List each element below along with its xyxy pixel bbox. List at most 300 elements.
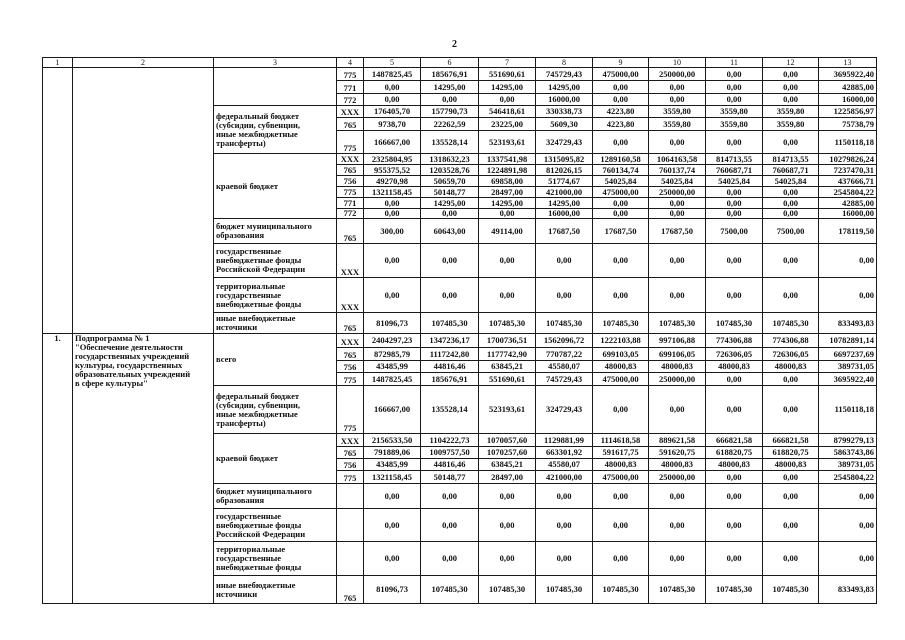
year-value: 166667,00 <box>364 386 421 434</box>
year-value: 0,00 <box>479 542 536 576</box>
total-value: 6697237,69 <box>819 348 877 361</box>
budget-code: 756 <box>337 361 364 373</box>
year-value: 0,00 <box>593 386 649 434</box>
funding-source-label: иные внебюджетные источники <box>214 313 337 334</box>
year-value: 0,00 <box>479 94 536 106</box>
year-value: 0,00 <box>763 209 819 219</box>
year-value: 3559,80 <box>763 106 819 118</box>
section-number: 1. <box>43 334 73 604</box>
budget-code: 765 <box>337 118 364 131</box>
year-value: 0,00 <box>706 509 763 542</box>
year-value: 745729,43 <box>536 373 593 386</box>
year-value: 1203528,76 <box>421 165 479 176</box>
year-value: 16000,00 <box>536 209 593 219</box>
year-value: 0,00 <box>593 81 649 94</box>
budget-code: XXX <box>337 244 364 278</box>
year-value: 5609,30 <box>536 118 593 131</box>
total-value: 2545804,22 <box>819 471 877 484</box>
year-value: 591620,75 <box>649 447 706 459</box>
column-header-11: 11 <box>706 58 763 68</box>
year-value: 0,00 <box>649 542 706 576</box>
total-value: 0,00 <box>819 244 877 278</box>
year-value: 48000,83 <box>763 361 819 373</box>
year-value: 176405,70 <box>364 106 421 118</box>
column-header-2: 2 <box>73 58 214 68</box>
total-value: 8799279,13 <box>819 434 877 447</box>
year-value: 107485,30 <box>706 313 763 334</box>
year-value: 0,00 <box>364 198 421 209</box>
budget-code: 775 <box>337 187 364 198</box>
budget-code: 772 <box>337 209 364 219</box>
year-value: 0,00 <box>763 198 819 209</box>
budget-code: 771 <box>337 198 364 209</box>
total-value: 7237470,31 <box>819 165 877 176</box>
year-value: 16000,00 <box>536 94 593 106</box>
year-value: 157790,73 <box>421 106 479 118</box>
budget-code: 765 <box>337 447 364 459</box>
year-value: 1321158,45 <box>364 471 421 484</box>
year-value: 1347236,17 <box>421 334 479 348</box>
year-value: 14295,00 <box>536 198 593 209</box>
year-value: 699106,05 <box>649 348 706 361</box>
year-value: 0,00 <box>649 386 706 434</box>
year-value: 0,00 <box>421 244 479 278</box>
column-header-6: 6 <box>421 58 479 68</box>
funding-source-label: федеральный бюджет (субсидии, субвенции, иные межбюджетные трансферты) <box>214 386 337 434</box>
budget-code: 756 <box>337 459 364 471</box>
year-value: 0,00 <box>649 81 706 94</box>
column-header-7: 7 <box>479 58 536 68</box>
year-value: 791889,06 <box>364 447 421 459</box>
year-value: 0,00 <box>536 484 593 509</box>
year-value: 726306,05 <box>763 348 819 361</box>
column-header-8: 8 <box>536 58 593 68</box>
year-value: 14295,00 <box>421 81 479 94</box>
year-value: 997106,88 <box>649 334 706 348</box>
year-value: 666821,58 <box>763 434 819 447</box>
total-value: 5863743,86 <box>819 447 877 459</box>
budget-code: 775 <box>337 471 364 484</box>
year-value: 0,00 <box>421 542 479 576</box>
budget-code: 775 <box>337 386 364 434</box>
year-value: 7500,00 <box>706 219 763 244</box>
column-header-13: 13 <box>819 58 877 68</box>
year-value: 0,00 <box>763 244 819 278</box>
year-value: 770787,22 <box>536 348 593 361</box>
year-value: 107485,30 <box>706 576 763 604</box>
total-value: 437666,71 <box>819 176 877 187</box>
column-header-10: 10 <box>649 58 706 68</box>
year-value: 14295,00 <box>536 81 593 94</box>
year-value: 1562096,72 <box>536 334 593 348</box>
year-value: 4223,80 <box>593 106 649 118</box>
year-value: 814713,55 <box>763 154 819 165</box>
funding-source-label: иные внебюджетные источники <box>214 576 337 604</box>
year-value: 107485,30 <box>479 576 536 604</box>
year-value: 1700736,51 <box>479 334 536 348</box>
total-value: 2545804,22 <box>819 187 877 198</box>
year-value: 107485,30 <box>763 576 819 604</box>
column-header-12: 12 <box>763 58 819 68</box>
table-row <box>43 334 877 348</box>
budget-code: 765 <box>337 313 364 334</box>
year-value: 889621,58 <box>649 434 706 447</box>
year-value: 185676,91 <box>421 373 479 386</box>
total-value: 0,00 <box>819 484 877 509</box>
column-header-4: 4 <box>337 58 364 68</box>
year-value: 546418,61 <box>479 106 536 118</box>
year-value: 0,00 <box>479 244 536 278</box>
year-value: 0,00 <box>364 484 421 509</box>
year-value: 0,00 <box>706 187 763 198</box>
total-value: 0,00 <box>819 278 877 313</box>
budget-code: 765 <box>337 348 364 361</box>
funding-source-label <box>214 68 337 106</box>
year-value: 17687,50 <box>593 219 649 244</box>
year-value: 48000,83 <box>706 361 763 373</box>
year-value: 591617,75 <box>593 447 649 459</box>
year-value: 812026,15 <box>536 165 593 176</box>
column-number-row <box>43 58 877 68</box>
year-value: 250000,00 <box>649 471 706 484</box>
year-value: 0,00 <box>649 509 706 542</box>
year-value: 2404297,23 <box>364 334 421 348</box>
year-value: 0,00 <box>649 94 706 106</box>
total-value: 1150118,18 <box>819 131 877 154</box>
year-value: 0,00 <box>593 509 649 542</box>
budget-code: XXX <box>337 434 364 447</box>
year-value: 324729,43 <box>536 131 593 154</box>
year-value: 45580,07 <box>536 459 593 471</box>
year-value: 1224891,98 <box>479 165 536 176</box>
year-value: 1487825,45 <box>364 68 421 81</box>
year-value: 324729,43 <box>536 386 593 434</box>
year-value: 48000,83 <box>593 361 649 373</box>
total-value: 10279826,24 <box>819 154 877 165</box>
year-value: 0,00 <box>593 484 649 509</box>
year-value: 0,00 <box>364 278 421 313</box>
year-value: 45580,07 <box>536 361 593 373</box>
year-value: 0,00 <box>593 198 649 209</box>
year-value: 51774,67 <box>536 176 593 187</box>
year-value: 774306,88 <box>763 334 819 348</box>
section-title: Подпрограмма № 1 "Обеспечение деятельности государственных учреждений культуры, государственных образовательных учреждений в сфере культуры" <box>73 334 214 604</box>
year-value: 250000,00 <box>649 187 706 198</box>
year-value: 28497,00 <box>479 187 536 198</box>
year-value: 0,00 <box>706 542 763 576</box>
year-value: 0,00 <box>593 209 649 219</box>
year-value: 330338,73 <box>536 106 593 118</box>
year-value: 0,00 <box>536 244 593 278</box>
budget-code: 775 <box>337 68 364 81</box>
year-value: 760137,74 <box>649 165 706 176</box>
year-value: 760687,71 <box>763 165 819 176</box>
year-value: 1289160,58 <box>593 154 649 165</box>
year-value: 7500,00 <box>763 219 819 244</box>
year-value: 1315095,82 <box>536 154 593 165</box>
budget-code: XXX <box>337 154 364 165</box>
year-value: 618820,75 <box>763 447 819 459</box>
total-value: 10782891,14 <box>819 334 877 348</box>
year-value: 475000,00 <box>593 471 649 484</box>
year-value: 1487825,45 <box>364 373 421 386</box>
year-value: 0,00 <box>649 209 706 219</box>
year-value: 0,00 <box>706 68 763 81</box>
year-value: 1117242,80 <box>421 348 479 361</box>
year-value: 0,00 <box>706 209 763 219</box>
year-value: 0,00 <box>763 484 819 509</box>
year-value: 43485,99 <box>364 361 421 373</box>
year-value: 63845,21 <box>479 459 536 471</box>
total-value: 3695922,40 <box>819 373 877 386</box>
year-value: 0,00 <box>479 509 536 542</box>
year-value: 14295,00 <box>479 198 536 209</box>
year-value: 1129881,99 <box>536 434 593 447</box>
year-value: 14295,00 <box>479 81 536 94</box>
funding-source-label: краевой бюджет <box>214 434 337 484</box>
year-value: 69858,00 <box>479 176 536 187</box>
year-value: 760687,71 <box>706 165 763 176</box>
budget-code: 772 <box>337 94 364 106</box>
year-value: 250000,00 <box>649 373 706 386</box>
funding-source-label: краевой бюджет <box>214 154 337 219</box>
budget-code: XXX <box>337 106 364 118</box>
budget-code: 775 <box>337 373 364 386</box>
total-value: 3695922,40 <box>819 68 877 81</box>
year-value: 0,00 <box>706 81 763 94</box>
funding-source-label: государственные внебюджетные фонды Российской Федерации <box>214 244 337 278</box>
year-value: 0,00 <box>763 278 819 313</box>
year-value: 48000,83 <box>649 361 706 373</box>
year-value: 699103,05 <box>593 348 649 361</box>
year-value: 43485,99 <box>364 459 421 471</box>
year-value: 135528,14 <box>421 131 479 154</box>
total-value: 389731,05 <box>819 459 877 471</box>
year-value: 3559,80 <box>706 106 763 118</box>
year-value: 48000,83 <box>763 459 819 471</box>
year-value: 81096,73 <box>364 313 421 334</box>
year-value: 3559,80 <box>649 106 706 118</box>
total-value: 0,00 <box>819 542 877 576</box>
year-value: 0,00 <box>364 509 421 542</box>
year-value: 0,00 <box>421 209 479 219</box>
year-value: 3559,80 <box>649 118 706 131</box>
year-value: 0,00 <box>706 484 763 509</box>
year-value: 0,00 <box>421 484 479 509</box>
funding-source-label: бюджет муниципального образования <box>214 219 337 244</box>
year-value: 0,00 <box>593 94 649 106</box>
year-value: 523193,61 <box>479 131 536 154</box>
year-value: 107485,30 <box>763 313 819 334</box>
page-number: 2 <box>452 39 457 50</box>
year-value: 48000,83 <box>649 459 706 471</box>
year-value: 0,00 <box>763 187 819 198</box>
year-value: 44816,46 <box>421 459 479 471</box>
year-value: 1337541,98 <box>479 154 536 165</box>
year-value: 54025,84 <box>593 176 649 187</box>
table-body <box>43 68 877 604</box>
year-value: 50148,77 <box>421 187 479 198</box>
year-value: 48000,83 <box>706 459 763 471</box>
year-value: 475000,00 <box>593 373 649 386</box>
total-value: 42885,00 <box>819 198 877 209</box>
budget-code: XXX <box>337 334 364 348</box>
year-value: 814713,55 <box>706 154 763 165</box>
budget-code: 771 <box>337 81 364 94</box>
total-value: 75738,79 <box>819 118 877 131</box>
year-value: 663301,92 <box>536 447 593 459</box>
budget-code <box>337 542 364 576</box>
year-value: 0,00 <box>706 131 763 154</box>
year-value: 0,00 <box>763 509 819 542</box>
year-value: 0,00 <box>763 68 819 81</box>
year-value: 1104222,73 <box>421 434 479 447</box>
year-value: 4223,80 <box>593 118 649 131</box>
year-value: 22262,59 <box>421 118 479 131</box>
year-value: 551690,61 <box>479 373 536 386</box>
column-header-3: 3 <box>214 58 337 68</box>
year-value: 872985,79 <box>364 348 421 361</box>
budget-code <box>337 484 364 509</box>
year-value: 54025,84 <box>706 176 763 187</box>
year-value: 618820,75 <box>706 447 763 459</box>
funding-source-label: территориальные государственные внебюджетные фонды <box>214 542 337 576</box>
year-value: 0,00 <box>706 198 763 209</box>
year-value: 0,00 <box>421 278 479 313</box>
year-value: 54025,84 <box>649 176 706 187</box>
budget-code <box>337 509 364 542</box>
year-value: 0,00 <box>706 471 763 484</box>
funding-source-label: всего <box>214 334 337 386</box>
year-value: 955375,52 <box>364 165 421 176</box>
year-value: 107485,30 <box>649 576 706 604</box>
year-value: 50148,77 <box>421 471 479 484</box>
year-value: 0,00 <box>649 244 706 278</box>
total-value: 833493,83 <box>819 313 877 334</box>
year-value: 1177742,90 <box>479 348 536 361</box>
year-value: 1070057,60 <box>479 434 536 447</box>
section-number <box>43 68 73 334</box>
year-value: 49270,98 <box>364 176 421 187</box>
year-value: 1070257,60 <box>479 447 536 459</box>
year-value: 745729,43 <box>536 68 593 81</box>
year-value: 666821,58 <box>706 434 763 447</box>
budget-code: 765 <box>337 576 364 604</box>
column-header-9: 9 <box>593 58 649 68</box>
year-value: 475000,00 <box>593 187 649 198</box>
year-value: 107485,30 <box>593 576 649 604</box>
year-value: 0,00 <box>706 278 763 313</box>
year-value: 300,00 <box>364 219 421 244</box>
budget-code: 765 <box>337 219 364 244</box>
column-header-1: 1 <box>43 58 73 68</box>
year-value: 0,00 <box>649 131 706 154</box>
year-value: 0,00 <box>649 484 706 509</box>
year-value: 1114618,58 <box>593 434 649 447</box>
year-value: 0,00 <box>763 94 819 106</box>
year-value: 44816,46 <box>421 361 479 373</box>
year-value: 9738,70 <box>364 118 421 131</box>
year-value: 0,00 <box>364 244 421 278</box>
year-value: 1318632,23 <box>421 154 479 165</box>
year-value: 1321158,45 <box>364 187 421 198</box>
budget-code: 765 <box>337 165 364 176</box>
year-value: 49114,00 <box>479 219 536 244</box>
total-value: 833493,83 <box>819 576 877 604</box>
year-value: 14295,00 <box>421 198 479 209</box>
year-value: 760134,74 <box>593 165 649 176</box>
year-value: 60643,00 <box>421 219 479 244</box>
year-value: 0,00 <box>706 94 763 106</box>
year-value: 107485,30 <box>536 313 593 334</box>
budget-table <box>42 57 877 604</box>
year-value: 1009757,50 <box>421 447 479 459</box>
year-value: 107485,30 <box>593 313 649 334</box>
year-value: 107485,30 <box>536 576 593 604</box>
year-value: 166667,00 <box>364 131 421 154</box>
year-value: 0,00 <box>593 278 649 313</box>
total-value: 42885,00 <box>819 81 877 94</box>
year-value: 475000,00 <box>593 68 649 81</box>
column-header-5: 5 <box>364 58 421 68</box>
year-value: 0,00 <box>536 509 593 542</box>
year-value: 0,00 <box>593 244 649 278</box>
section-title <box>73 68 214 334</box>
year-value: 0,00 <box>763 373 819 386</box>
year-value: 0,00 <box>706 386 763 434</box>
year-value: 23225,00 <box>479 118 536 131</box>
total-value: 16000,00 <box>819 209 877 219</box>
year-value: 0,00 <box>593 542 649 576</box>
year-value: 0,00 <box>706 244 763 278</box>
year-value: 107485,30 <box>479 313 536 334</box>
year-value: 0,00 <box>421 94 479 106</box>
funding-source-label: территориальные государственные внебюджетные фонды <box>214 278 337 313</box>
year-value: 0,00 <box>649 198 706 209</box>
year-value: 774306,88 <box>706 334 763 348</box>
year-value: 726306,05 <box>706 348 763 361</box>
total-value: 0,00 <box>819 509 877 542</box>
funding-source-label: государственные внебюджетные фонды Российской Федерации <box>214 509 337 542</box>
year-value: 0,00 <box>479 278 536 313</box>
year-value: 0,00 <box>364 542 421 576</box>
total-value: 178119,50 <box>819 219 877 244</box>
year-value: 0,00 <box>763 131 819 154</box>
year-value: 0,00 <box>364 94 421 106</box>
total-value: 389731,05 <box>819 361 877 373</box>
year-value: 523193,61 <box>479 386 536 434</box>
year-value: 0,00 <box>421 509 479 542</box>
year-value: 0,00 <box>364 81 421 94</box>
budget-code: 775 <box>337 131 364 154</box>
year-value: 0,00 <box>649 278 706 313</box>
year-value: 0,00 <box>763 542 819 576</box>
funding-source-label: федеральный бюджет (субсидии, субвенции, иные межбюджетные трансферты) <box>214 106 337 154</box>
year-value: 1222103,88 <box>593 334 649 348</box>
year-value: 107485,30 <box>421 576 479 604</box>
year-value: 17687,50 <box>536 219 593 244</box>
year-value: 0,00 <box>593 131 649 154</box>
budget-code: XXX <box>337 278 364 313</box>
funding-source-label: бюджет муниципального образования <box>214 484 337 509</box>
year-value: 3559,80 <box>763 118 819 131</box>
total-value: 1225856,97 <box>819 106 877 118</box>
year-value: 81096,73 <box>364 576 421 604</box>
year-value: 107485,30 <box>649 313 706 334</box>
year-value: 0,00 <box>536 542 593 576</box>
year-value: 48000,83 <box>593 459 649 471</box>
year-value: 0,00 <box>479 209 536 219</box>
